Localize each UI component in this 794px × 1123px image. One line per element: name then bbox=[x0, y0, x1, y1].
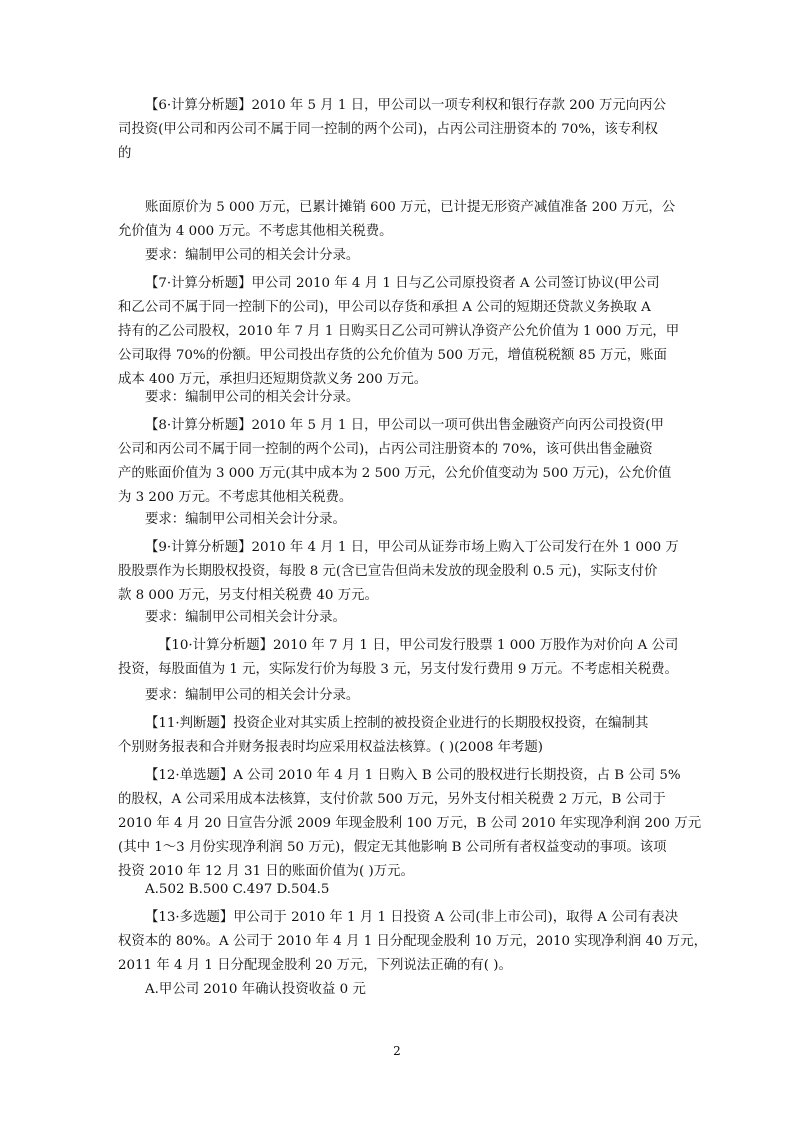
text-line: 为 3 200 万元。不考虑其他相关税费。 bbox=[118, 490, 353, 505]
text-line: 持有的乙公司股权，2010 年 7 月 1 日购买日乙公司可辨认净资产公允价值为 1 000 万元，甲 bbox=[118, 324, 680, 339]
text-line: 产的账面价值为 3 000 万元(其中成本为 2 500 万元，公允价值变动为 500 万元)，公允价值 bbox=[118, 466, 672, 481]
question-12 bbox=[118, 764, 702, 884]
question-6-intro bbox=[118, 94, 678, 166]
text-line: 投资 2010 年 12 月 31 日的账面价值为( )万元。 bbox=[118, 864, 414, 879]
text-line: 权资本的 80%。A 公司于 2010 年 4 月 1 日分配现金股利 10 万元，2010 实现净利润 40 万元， bbox=[118, 934, 707, 949]
question-12-options bbox=[118, 878, 678, 902]
text-line: 的 bbox=[118, 146, 132, 161]
text-line: 要求：编制甲公司的相关会计分录。 bbox=[145, 248, 360, 263]
question-6-details bbox=[118, 196, 678, 244]
question-8 bbox=[118, 414, 678, 510]
text-line: 司投资(甲公司和丙公司不属于同一控制的两个公司)，占丙公司注册资本的 70%，该专利权 bbox=[118, 122, 658, 137]
text-line: 公司取得 70%的份额。甲公司投出存货的公允价值为 500 万元，增值税税额 85 万元，账面 bbox=[118, 348, 667, 363]
question-8-requirement bbox=[118, 508, 678, 532]
page-number: 2 bbox=[393, 1044, 401, 1058]
text-line: 【6·计算分析题】2010 年 5 月 1 日，甲公司以一项专利权和银行存款 200 万元向丙公 bbox=[145, 98, 666, 113]
question-11 bbox=[118, 712, 678, 760]
text-line: 【12·单选题】A 公司 2010 年 4 月 1 日购入 B 公司的股权进行长期投资，占 B 公司 5% bbox=[145, 768, 681, 783]
text-line: A.甲公司 2010 年确认投资收益 0 元 bbox=[145, 982, 366, 997]
question-13-option-a bbox=[118, 978, 678, 1002]
text-line: 要求：编制甲公司相关会计分录。 bbox=[145, 610, 346, 625]
question-7-requirement bbox=[118, 386, 678, 410]
text-line: 投资，每股面值为 1 元，实际发行价为每股 3 元，另支付发行费用 9 万元。不考虑相关税费。 bbox=[118, 662, 678, 677]
question-13 bbox=[118, 906, 707, 978]
question-9 bbox=[118, 536, 678, 608]
text-line: (其中 1～3 月份实现净利润 50 万元)，假定无其他影响 B 公司所有者权益变动的事项。该项 bbox=[118, 840, 667, 855]
question-6-requirement bbox=[118, 244, 678, 268]
text-line: 【11·判断题】投资企业对其实质上控制的被投资企业进行的长期股权投资，在编制其 bbox=[145, 716, 649, 731]
text-line: 股股票作为长期股权投资，每股 8 元(含已宣告但尚未发放的现金股利 0.5 元)，实际支付价 bbox=[118, 564, 658, 579]
text-line: 款 8 000 万元，另支付相关税费 40 万元。 bbox=[118, 588, 378, 603]
text-line: 的股权，A 公司采用成本法核算，支付价款 500 万元，另外支付相关税费 2 万元，B 公司于 bbox=[118, 792, 666, 807]
question-10 bbox=[118, 634, 678, 682]
text-line: 【8·计算分析题】2010 年 5 月 1 日，甲公司以一项可供出售金融资产向丙公司投资(甲 bbox=[145, 418, 664, 433]
text-line: 要求：编制甲公司相关会计分录。 bbox=[145, 512, 346, 527]
text-line: 【10·计算分析题】2010 年 7 月 1 日，甲公司发行股票 1 000 万股作为对价向 A 公司 bbox=[158, 638, 679, 653]
text-line: 账面原价为 5 000 万元，已累计摊销 600 万元，已计提无形资产减值准备 200 万元，公 bbox=[145, 200, 676, 215]
text-line: 要求：编制甲公司的相关会计分录。 bbox=[145, 390, 360, 405]
text-line: 2011 年 4 月 1 日分配现金股利 20 万元，下列说法正确的有( )。 bbox=[118, 958, 512, 973]
question-10-requirement bbox=[118, 684, 678, 708]
text-line: 个别财务报表和合并财务报表时均应采用权益法核算。( )(2008 年考题) bbox=[118, 740, 544, 755]
question-9-requirement bbox=[118, 606, 678, 630]
text-line: 允价值为 4 000 万元。不考虑其他相关税费。 bbox=[118, 224, 393, 239]
text-line: 公司和丙公司不属于同一控制的两个公司)，占丙公司注册资本的 70%，该可供出售金融资 bbox=[118, 442, 653, 457]
text-line: 成本 400 万元，承担归还短期贷款义务 200 万元。 bbox=[118, 372, 428, 387]
text-line: 和乙公司不属于同一控制下的公司)，甲公司以存货和承担 A 公司的短期还贷款义务换取 A bbox=[118, 300, 651, 315]
question-7 bbox=[118, 272, 678, 392]
text-line: 【13·多选题】甲公司于 2010 年 1 月 1 日投资 A 公司(非上市公司)，取得 A 公司有表决 bbox=[145, 910, 679, 925]
text-line: 【7·计算分析题】甲公司 2010 年 4 月 1 日与乙公司原投资者 A 公司签订协议(甲公司 bbox=[145, 276, 660, 291]
text-line: 【9·计算分析题】2010 年 4 月 1 日，甲公司从证券市场上购入丁公司发行在外 1 000 万 bbox=[145, 540, 679, 555]
text-line: A.502 B.500 C.497 D.504.5 bbox=[145, 882, 330, 897]
text-line: 2010 年 4 月 20 日宣告分派 2009 年现金股利 100 万元，B 公司 2010 年实现净利润 200 万元 bbox=[118, 816, 702, 831]
text-line: 要求：编制甲公司的相关会计分录。 bbox=[145, 688, 360, 703]
